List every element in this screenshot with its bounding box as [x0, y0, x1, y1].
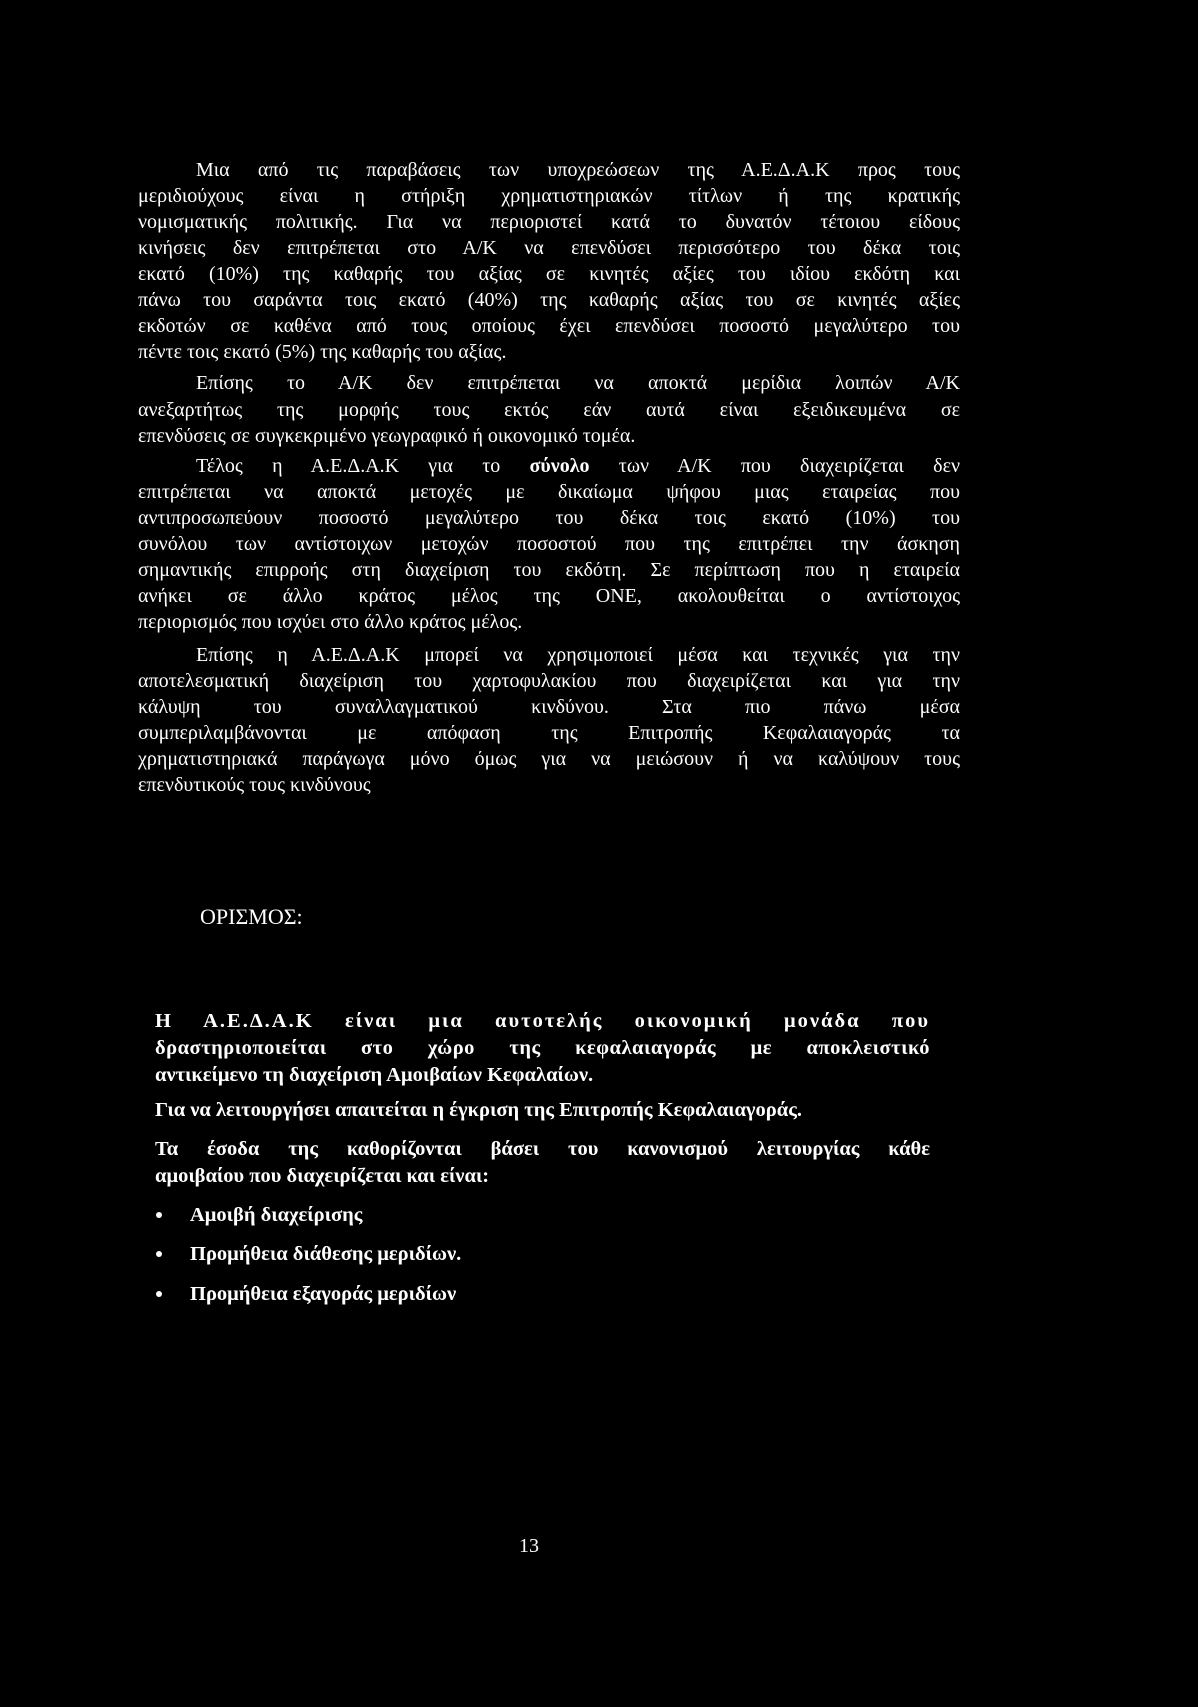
page-number: 13: [519, 1535, 539, 1557]
list-item-text: Προμήθεια διάθεσης μεριδίων.: [190, 1243, 462, 1265]
paragraph-line: συνόλου των αντίστοιχων μετοχών ποσοστού που της επιτρέπει την άσκηση: [138, 533, 960, 555]
revenue-intro: [155, 1136, 930, 1190]
paragraph-line: πάνω του σαράντα τοις εκατό (40%) της καθαρής αξίας του σε κινητές αξίες: [138, 289, 960, 311]
paragraph-line: εκατό (10%) της καθαρής του αξίας σε κινητές αξίες του ιδίου εκδότη και: [138, 263, 960, 285]
line-text: των Α/Κ που διαχειρίζεται δεν: [618, 455, 961, 477]
paragraph-line: νομισματικής πολιτικής. Για να περιοριστεί κατά το δυνατόν τέτοιου είδους: [138, 211, 960, 233]
bullet-marker: [156, 1251, 162, 1257]
statement-line: Η Α.Ε.Δ.Α.Κ είναι μια αυτοτελής οικονομική μονάδα που: [155, 1010, 930, 1032]
paragraph-line: συμπεριλαμβάνονται με απόφαση της Επιτροπής Κεφαλαιαγοράς τα: [138, 722, 960, 744]
approval-line: Για να λειτουργήσει απαιτείται η έγκριση της Επιτροπής Κεφαλαιαγοράς.: [155, 1099, 802, 1121]
emphasized-word: σύνολο: [529, 455, 590, 477]
statement-line: δραστηριοποιείται στο χώρο της κεφαλαιαγοράς με αποκλειστικό: [155, 1037, 930, 1059]
paragraph-1: [138, 157, 960, 365]
paragraph-line: επενδύσεις σε συγκεκριμένο γεωγραφικό ή οικονομικό τομέα.: [138, 425, 636, 447]
bullet-marker: [156, 1212, 162, 1218]
paragraph-line: μεριδιούχους είναι η στήριξη χρηματιστηριακών τίτλων ή της κρατικής: [138, 185, 960, 207]
paragraph-line: περιορισμός που ισχύει στο άλλο κράτος μέλος.: [138, 611, 523, 633]
paragraph-line: επενδυτικούς τους κινδύνους: [138, 774, 371, 796]
paragraph-line: ανήκει σε άλλο κράτος μέλος της ΟΝΕ, ακολουθείται ο αντίστοιχος: [138, 585, 960, 607]
paragraph-line: χρηματιστηριακά παράγωγα μόνο όμως για να μειώσουν ή να καλύψουν τους: [138, 748, 960, 770]
revenue-intro-line: Τα έσοδα της καθορίζονται βάσει του κανονισμού λειτουργίας κάθε: [155, 1138, 930, 1160]
paragraph-4: [138, 642, 960, 798]
paragraph-line: σημαντικής επιρροής στη διαχείριση του εκδότη. Σε περίπτωση που η εταιρεία: [138, 559, 960, 581]
statement-line: αντικείμενο τη διαχείριση Αμοιβαίων Κεφαλαίων.: [155, 1064, 594, 1086]
approval-sentence: [155, 1097, 930, 1124]
list-item: [155, 1201, 362, 1229]
paragraph-line: επιτρέπεται να αποκτά μετοχές με δικαίωμα ψήφου μιας εταιρείας που: [138, 481, 960, 503]
section-heading: ΟΡΙΣΜΟΣ:: [200, 904, 303, 929]
list-item-text: Προμήθεια εξαγοράς μεριδίων: [190, 1283, 457, 1305]
paragraph-line: Επίσης η Α.Ε.Δ.Α.Κ μπορεί να χρησιμοποιεί μέσα και τεχνικές για την: [196, 644, 960, 666]
paragraph-2: [138, 370, 960, 450]
paragraph-line: Επίσης το Α/Κ δεν επιτρέπεται να αποκτά μερίδια λοιπών Α/Κ: [196, 372, 960, 394]
paragraph-line: κάλυψη του συναλλαγματικού κινδύνου. Στα πιο πάνω μέσα: [138, 696, 960, 718]
paragraph-line: κινήσεις δεν επιτρέπεται στο Α/Κ να επενδύσει περισσότερο του δέκα τοις: [138, 237, 960, 259]
paragraph-line: εκδοτών σε καθένα από τους οποίους έχει επενδύσει ποσοστό μεγαλύτερο του: [138, 315, 960, 337]
paragraph-line: Μια από τις παραβάσεις των υποχρεώσεων της Α.Ε.Δ.Α.Κ προς τους: [196, 159, 960, 181]
paragraph-line: πέντε τοις εκατό (5%) της καθαρής του αξίας.: [138, 341, 507, 363]
paragraph-line: αντιπροσωπεύουν ποσοστό μεγαλύτερο του δέκα τοις εκατό (10%) του: [138, 507, 960, 529]
list-item: [155, 1280, 456, 1308]
line-text: Τέλος η Α.Ε.Δ.Α.Κ για το: [196, 455, 501, 477]
paragraph-line: ανεξαρτήτως της μορφής τους εκτός εάν αυτά είναι εξειδικευμένα σε: [138, 398, 960, 421]
definition-statement: [155, 1008, 930, 1089]
paragraph-3: [138, 453, 960, 635]
paragraph-line: [138, 453, 960, 479]
list-item-text: Αμοιβή διαχείρισης: [190, 1204, 363, 1226]
bullet-marker: [156, 1291, 162, 1297]
paragraph-line: αποτελεσματική διαχείριση του χαρτοφυλακίου που διαχειρίζεται και για την: [138, 670, 960, 692]
list-item: [155, 1240, 461, 1268]
revenue-intro-line: αμοιβαίου που διαχειρίζεται και είναι:: [155, 1165, 490, 1187]
